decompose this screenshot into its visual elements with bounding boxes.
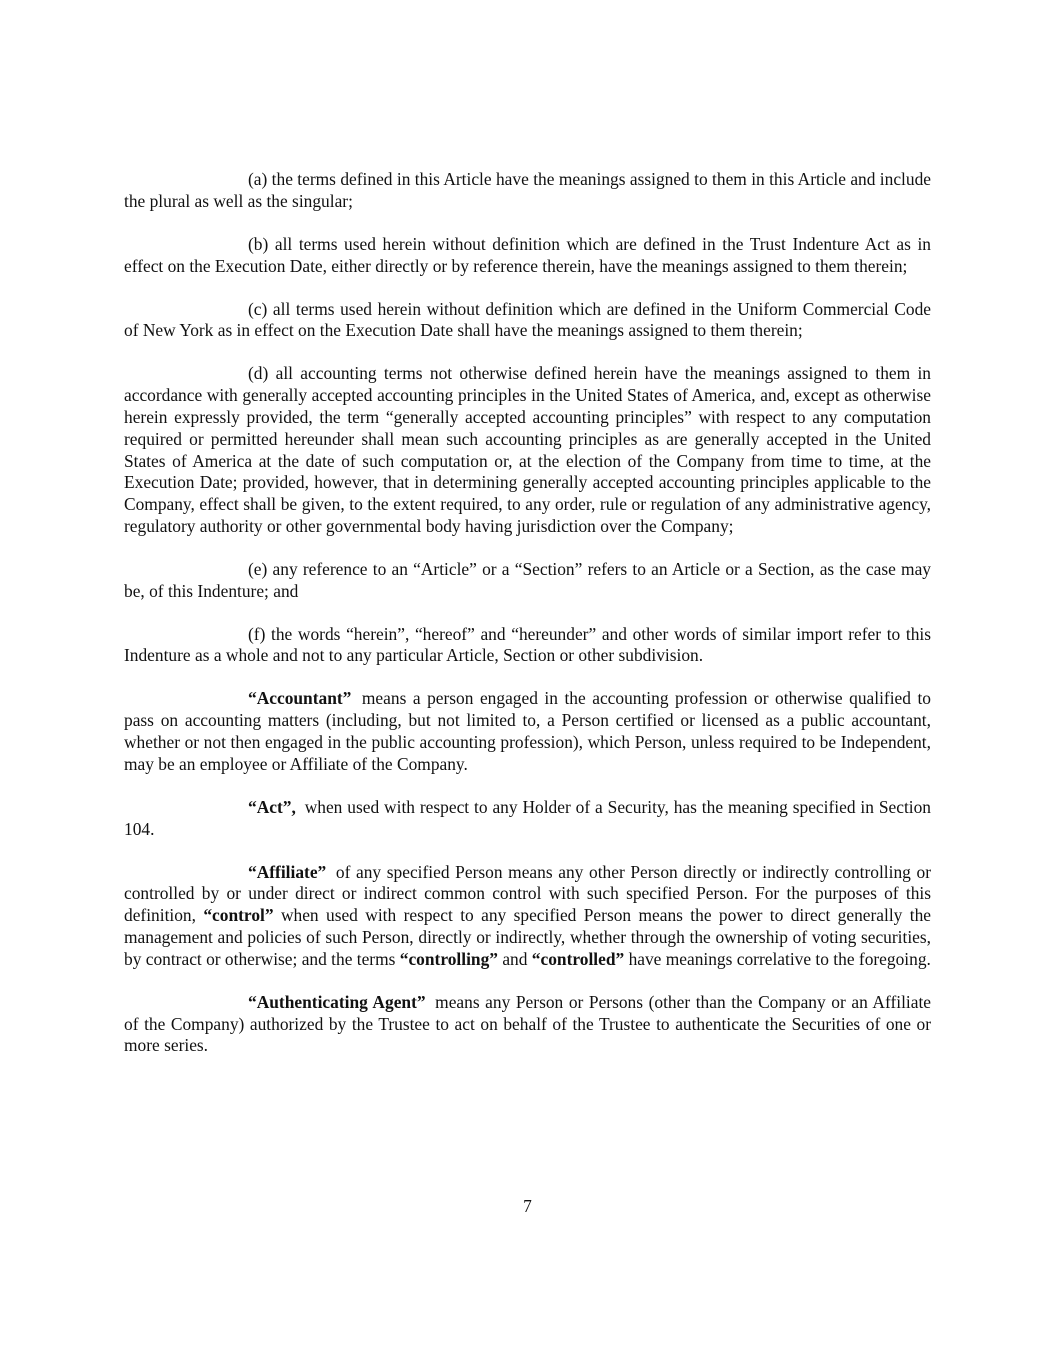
definition-affiliate-text-1: of any specified Person means any other Person directly or indirectly controlling or controlled by or under direct or indirect common control with such specified Person. For the purposes of this definition, (124, 861, 931, 926)
paragraph-f: (f) the words “herein”, “hereof” and “hereunder” and other words of similar import refer to this Indenture as a whole and not to any particular Article, Section or other subdivision. (124, 623, 931, 666)
definition-act-text: when used with respect to any Holder of a Security, has the meaning specified in Section 104. (124, 796, 931, 839)
paragraph-a: (a) the terms defined in this Article have the meanings assigned to them in this Article and include the plural as well as the singular; (124, 169, 931, 211)
term-control: “control” (203, 905, 274, 926)
definition-affiliate-text-4: have meanings correlative to the foregoing. (624, 948, 931, 969)
paragraph-b: (b) all terms used herein without definition which are defined in the Trust Indenture Act as in effect on the Execution Date, either directly or by reference therein, have the meanings assigned to them therein; (124, 233, 931, 276)
definition-authenticating-agent (124, 992, 931, 1057)
term-authenticating-agent: “Authenticating Agent” (248, 991, 426, 1012)
paragraph-d: (d) all accounting terms not otherwise defined herein have the meanings assigned to them in accordance with generally accepted accounting principles in the United States of America, and, except as otherwise herein expressly provided, the term “generally accepted accounting principles” with respect to any computation required or permitted hereunder shall mean such accounting principles as are generally accepted in the United States of America at the date of such computation or, at the election of the Company from time to time, at the Execution Date; provided, however, that in determining generally accepted accounting principles applicable to the Company, effect shall be given, to the extent required, to any order, rule or regulation of any administrative agency, regulatory authority or other governmental body having jurisdiction over the Company; (124, 363, 931, 536)
paragraph-e: (e) any reference to an “Article” or a “Section” refers to an Article or a Section, as the case may be, of this Indenture; and (124, 558, 931, 601)
definition-accountant-text: means a person engaged in the accounting profession or otherwise qualified to pass on accounting matters (including, but not limited to, a Person certified or licensed as a public accountant, whether or not then engaged in the public accounting profession), which Person, unless required to be Independent, may be an employee or Affiliate of the Company. (124, 688, 931, 774)
definition-affiliate-text-3: and (497, 948, 532, 969)
term-act: “Act”, (248, 796, 296, 817)
term-controlling: “controlling” (399, 948, 498, 969)
term-affiliate: “Affiliate” (248, 861, 327, 882)
definition-accountant (124, 688, 931, 775)
term-accountant: “Accountant” (248, 688, 352, 709)
document-page (124, 169, 931, 1078)
definition-authenticating-agent-text: means any Person or Persons (other than the Company or an Affiliate of the Company) authorized by the Trustee to act on behalf of the Trustee to authenticate the Securities of one or more series. (124, 991, 932, 1056)
definition-affiliate (124, 862, 931, 971)
definition-act (124, 797, 931, 841)
page-number: 7 (523, 1196, 532, 1216)
paragraph-c: (c) all terms used herein without definition which are defined in the Uniform Commercial Code of New York as in effect on the Execution Date shall have the meanings assigned to them therein; (124, 298, 931, 341)
term-controlled: “controlled” (531, 948, 625, 969)
definition-affiliate-text-2: when used with respect to any specified Person means the power to direct generally the management and policies of such Person, directly or indirectly, whether through the ownership of voting securities, by contract or otherwise; and the terms (124, 905, 931, 969)
